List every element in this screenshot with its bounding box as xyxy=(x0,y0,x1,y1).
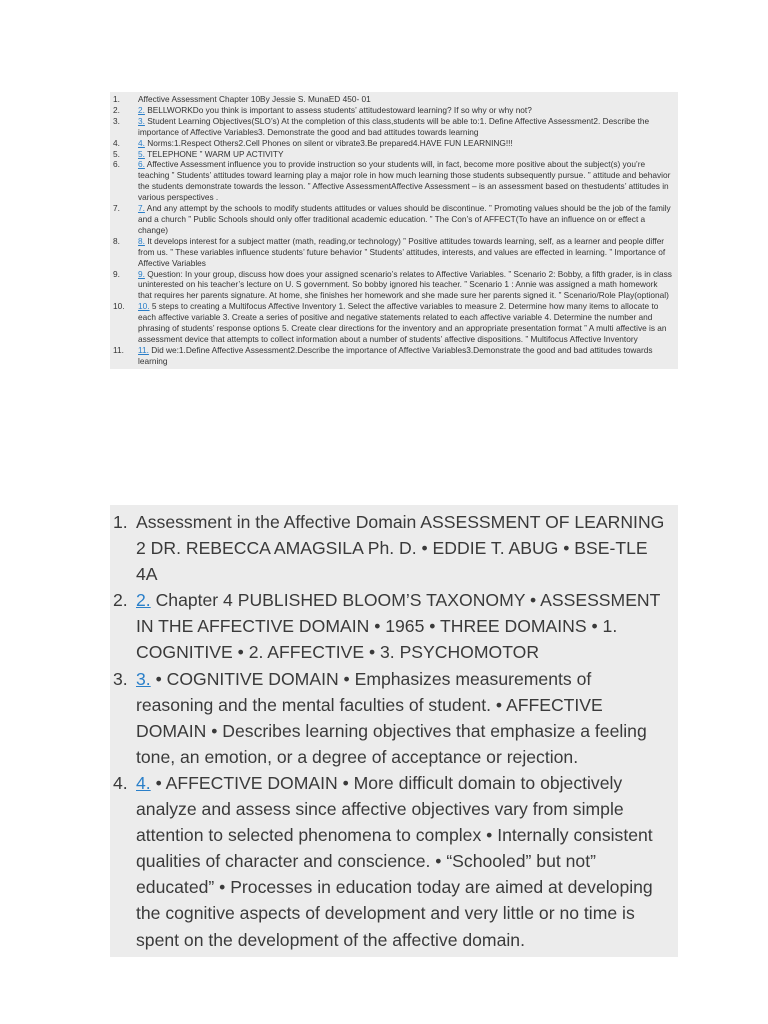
list-item xyxy=(113,666,672,770)
item-number: 10. xyxy=(113,301,125,312)
list-item xyxy=(113,203,672,236)
list-item xyxy=(113,105,672,116)
item-text: Did we:1.Define Affective Assessment2.Describe the importance of Affective Variables3.Demonstrate the good and bad attitudes towards learning xyxy=(138,344,653,366)
item-body xyxy=(138,116,672,138)
item-number: 5. xyxy=(113,148,120,159)
item-text: It develops interest for a subject matter (math, reading,or technology) ” Positive attitudes towards learning, self, as a learner and people differ from us. ” These variables influence students’ future behavior ” Students’ attitudes, interests, and values are effected in learning. ” Importance of Affective Variables xyxy=(138,235,666,268)
item-body xyxy=(138,203,672,236)
item-body xyxy=(138,149,672,160)
item-body xyxy=(138,236,672,269)
item-text: And any attempt by the schools to modify students attitudes or values should be discontinue. ” Promoting values should be the job of the family and a church ” Public Schools should only offer traditional academic education. ” The Con’s of AFFECT(To have an influence on or effect a change) xyxy=(138,203,671,235)
list-item xyxy=(113,138,672,149)
item-number: 4. xyxy=(113,772,128,793)
item-body xyxy=(138,105,672,116)
item-body xyxy=(138,159,672,203)
item-number: 11. xyxy=(113,344,124,355)
list-item xyxy=(113,345,672,367)
slide-link[interactable]: 4. xyxy=(136,772,151,793)
item-text: BELLWORKDo you think is important to assess students’ attitudestoward learning? If so why or why not? xyxy=(147,104,532,115)
item-body xyxy=(136,509,672,587)
item-number: 3. xyxy=(113,115,120,126)
item-body xyxy=(138,94,672,105)
slide-link[interactable]: 2. xyxy=(136,590,151,611)
item-body xyxy=(136,587,672,665)
top-numbered-list xyxy=(113,94,672,367)
item-text: 5 steps to creating a Multifocus Affective Inventory 1. Select the affective variables to measure 2. Determine how many items to allocate to each affective variable 3. Create a series of positive and negative statements related to each affective variable 4. Determine the number and phrasing of students’ response options 5. Create clear directions for the inventory and an appropriate presentation format ” A multi affective is an assessment device that attempts to collect information about a number of students’ affective dispositions. ” Multifocus Affective Inventory xyxy=(138,301,667,344)
slide-link[interactable]: 5. xyxy=(138,148,145,159)
item-text: Student Learning Objectives(SLO’s) At the completion of this class,students will be able to:1. Define Affective Assessment2. Describe the importance of Affective Variables3. Demonstrate the good and bad attitudes towards learning xyxy=(138,115,650,137)
slide-link[interactable]: 2. xyxy=(138,104,145,115)
slide-link[interactable]: 6. xyxy=(138,159,145,170)
item-body xyxy=(138,345,672,367)
item-number: 2. xyxy=(113,590,128,611)
item-text: Affective Assessment Chapter 10By Jessie S. MunaED 450- 01 xyxy=(138,94,371,104)
item-number: 9. xyxy=(113,268,120,279)
item-text: Norms:1.Respect Others2.Cell Phones on silent or vibrate3.Be prepared4.HAVE FUN LEARNING!!! xyxy=(147,137,513,148)
item-body xyxy=(136,666,672,770)
item-body xyxy=(138,138,672,149)
item-number: 6. xyxy=(113,159,120,170)
item-text: TELEPHONE ” WARM UP ACTIVITY xyxy=(147,148,284,159)
list-item xyxy=(113,509,672,587)
item-number: 2. xyxy=(113,104,120,115)
list-item xyxy=(113,587,672,665)
item-text: Question: In your group, discuss how does your assigned scenario’s relates to Affective Variables. ” Scenario 2: Bobby, a fifth grader, is in class uninterested on his teacher’s lecture on U. S government. So bobby ignored his teacher. ” Scenario 1 : Annie was assigned a math homework that requires her parents signature. At home, she finishes her homework and she made sure her parents signed it. ” Scenario/Role Play(optional) xyxy=(138,268,672,301)
item-body xyxy=(136,770,672,953)
item-text: Affective Assessment influence you to provide instruction so your students will, in fact, become more positive about the subject(s) you’re teaching ” Students’ attitudes toward learning play a major role in how much learning those students subsequently pursue. ” attitude and behavior the students demonstrate towards the lesson. ” Affective AssessmentAffective Assessment – is an assessment based on thestudents’ attitudes in various perspectives . xyxy=(138,159,671,203)
bottom-text-block xyxy=(110,505,678,957)
slide-link[interactable]: 7. xyxy=(138,203,145,214)
slide-link[interactable]: 4. xyxy=(138,137,145,148)
list-item xyxy=(113,94,672,105)
slide-link[interactable]: 3. xyxy=(138,115,145,126)
item-number: 4. xyxy=(113,137,120,148)
list-item xyxy=(113,770,672,953)
slide-link[interactable]: 8. xyxy=(138,235,145,246)
item-body xyxy=(138,269,672,302)
list-item xyxy=(113,301,672,345)
list-item xyxy=(113,116,672,138)
list-item xyxy=(113,149,672,160)
item-number: 8. xyxy=(113,235,120,246)
slide-link[interactable]: 10. xyxy=(138,301,150,312)
item-text: • AFFECTIVE DOMAIN • More difficult domain to objectively analyze and assess since affective objectives vary from simple attention to selected phenomena to complex • Internally consistent qualities of character and conscience. • “Schooled” but not” educated” • Processes in education today are aimed at developing the cognitive aspects of development and very little or no time is spent on the development of the affective domain. xyxy=(136,772,653,950)
item-text: Assessment in the Affective Domain ASSESSMENT OF LEARNING 2 DR. REBECCA AMAGSILA Ph. D. • EDDIE T. ABUG • BSE-TLE 4A xyxy=(136,512,665,585)
item-number: 1. xyxy=(113,94,120,104)
bottom-numbered-list xyxy=(113,509,672,953)
slide-link[interactable]: 3. xyxy=(136,668,151,689)
item-number: 3. xyxy=(113,668,128,689)
list-item xyxy=(113,236,672,269)
list-item xyxy=(113,269,672,302)
item-number: 7. xyxy=(113,203,120,214)
item-text: • COGNITIVE DOMAIN • Emphasizes measurements of reasoning and the mental faculties of student. • AFFECTIVE DOMAIN • Describes learning objectives that emphasize a feeling tone, an emotion, or a degree of acceptance or rejection. xyxy=(136,668,647,767)
top-text-block xyxy=(110,92,678,369)
item-number: 1. xyxy=(113,512,128,532)
slide-link[interactable]: 9. xyxy=(138,268,145,279)
item-text: Chapter 4 PUBLISHED BLOOM’S TAXONOMY • ASSESSMENT IN THE AFFECTIVE DOMAIN • 1965 • THREE DOMAINS • 1. COGNITIVE • 2. AFFECTIVE • 3. PSYCHOMOTOR xyxy=(136,590,661,663)
slide-link[interactable]: 11. xyxy=(138,344,149,355)
item-body xyxy=(138,301,672,345)
list-item xyxy=(113,159,672,203)
